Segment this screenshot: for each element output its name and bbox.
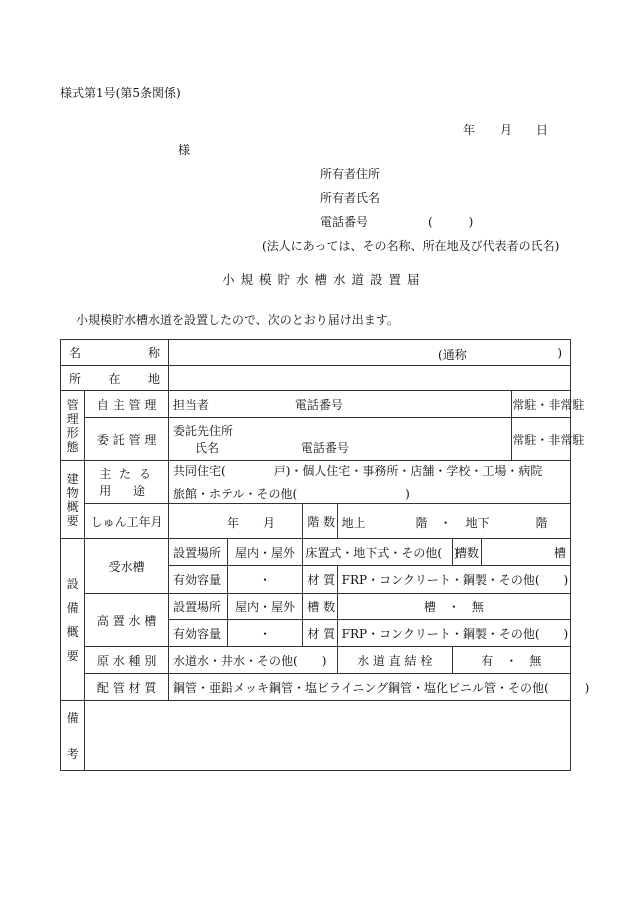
main-use-label: 主 た る 用 途 xyxy=(85,461,169,504)
row-water-source xyxy=(61,647,571,674)
elevated-material-label: 材 質 xyxy=(303,620,337,647)
completion-label: しゅん工年月 xyxy=(85,504,169,539)
completion-date[interactable] xyxy=(169,504,303,539)
location-label-cell xyxy=(61,366,169,391)
phone-paren: ( ) xyxy=(428,215,474,229)
delegated-management-label: 委 託 管 理 xyxy=(85,418,169,461)
equipment-overview-label: 設 備 概 要 xyxy=(61,539,85,701)
intro-text: 小規模貯水槽水道を設置したので、次のとおり届け出ます。 xyxy=(76,313,399,327)
self-management-detail[interactable] xyxy=(169,391,512,418)
common-name-close: ) xyxy=(557,345,562,360)
delegate-phone-label: 電話番号 xyxy=(300,441,349,455)
delegated-management-detail[interactable] xyxy=(169,418,512,461)
location-value-cell[interactable] xyxy=(169,366,571,391)
delegate-address-label: 委託先住所 xyxy=(173,424,234,438)
floors-value[interactable] xyxy=(337,504,570,539)
water-source-label: 原 水 種 別 xyxy=(85,647,169,674)
person-in-charge-label: 担当者 xyxy=(173,397,210,412)
receiving-material-label: 材 質 xyxy=(303,566,337,594)
corporate-note: (法人にあっては、その名称、所在地及び代表者の氏名) xyxy=(262,239,560,253)
phone-label: 電話番号 xyxy=(320,215,369,229)
elevated-capacity-value[interactable]: ・ xyxy=(227,620,303,647)
receiving-tank-count-label: 槽数 xyxy=(452,539,481,566)
row-elevated-tank-place xyxy=(61,594,571,620)
row-receiving-tank-place xyxy=(61,539,571,566)
date-day: 日 xyxy=(536,123,549,137)
receiving-material-options[interactable]: FRP・コンクリート・鋼製・その他( ) xyxy=(337,566,570,594)
main-use-options[interactable] xyxy=(169,461,571,504)
row-name xyxy=(61,340,571,366)
receiving-capacity-label: 有効容量 xyxy=(169,566,228,594)
self-phone-label: 電話番号 xyxy=(294,397,343,412)
elevated-capacity-label: 有効容量 xyxy=(169,620,228,647)
receiving-install-place-label: 設置場所 xyxy=(169,539,228,566)
remarks-value[interactable] xyxy=(85,701,571,771)
main-use-line-1: 共同住宅( 戸)・個人住宅・事務所・店舗・学校・工場・病院 xyxy=(173,464,543,478)
management-type-label: 管 理 形 態 xyxy=(61,391,85,461)
name-value-cell[interactable] xyxy=(169,340,571,366)
receiving-tank-count-value[interactable]: 槽 xyxy=(482,539,571,566)
elevated-tank-label: 高 置 水 槽 xyxy=(85,594,169,647)
name-label-cell xyxy=(61,340,169,366)
self-management-label: 自 主 管 理 xyxy=(85,391,169,418)
completion-year: 年 xyxy=(227,516,240,530)
direct-connection-label: 水 道 直 結 栓 xyxy=(337,647,452,674)
elevated-indoor-outdoor[interactable]: 屋内・屋外 xyxy=(227,594,303,620)
delegated-resident-option[interactable]: 常駐・非常駐 xyxy=(512,418,571,461)
elevated-material-options[interactable]: FRP・コンクリート・鋼製・その他( ) xyxy=(337,620,570,647)
receiving-tank-label: 受水槽 xyxy=(85,539,169,594)
main-use-line-2: 旅館・ホテル・その他( ) xyxy=(173,487,410,501)
elevated-install-place-label: 設置場所 xyxy=(169,594,228,620)
below-ground-label: 地下 xyxy=(465,516,490,530)
completion-month: 月 xyxy=(263,516,276,530)
delegate-name-label: 氏名 xyxy=(195,441,220,455)
addressee-suffix: 様 xyxy=(178,143,191,157)
form-label: 様式第1号(第5条関係) xyxy=(60,86,181,100)
receiving-indoor-outdoor[interactable]: 屋内・屋外 xyxy=(227,539,303,566)
floor-separator: ・ xyxy=(439,516,452,530)
pipe-material-label: 配 管 材 質 xyxy=(85,674,169,701)
location-label-1: 所 xyxy=(69,371,82,386)
date-year: 年 xyxy=(463,123,476,137)
floors-label: 階 数 xyxy=(303,504,337,539)
receiving-floor-type[interactable]: 床置式・地下式・その他( ) xyxy=(303,539,452,566)
above-floor-unit: 階 xyxy=(415,516,428,530)
name-label-1: 名 xyxy=(69,346,82,360)
page-title: 小規模貯水槽水道設置届 xyxy=(222,272,426,287)
row-location xyxy=(61,366,571,391)
elevated-tank-presence[interactable]: 槽 ・ 無 xyxy=(337,594,570,620)
name-label-2: 称 xyxy=(148,346,161,360)
common-name-label: (通称 xyxy=(438,347,467,362)
direct-connection-value[interactable]: 有 ・ 無 xyxy=(452,647,570,674)
building-overview-label: 建 物 概 要 xyxy=(61,461,85,539)
water-source-options[interactable]: 水道水・井水・その他( ) xyxy=(169,647,338,674)
location-label-3: 地 xyxy=(148,371,161,386)
remarks-label: 備 考 xyxy=(61,701,85,771)
row-remarks xyxy=(61,701,571,771)
row-self-management xyxy=(61,391,571,418)
row-pipe-material xyxy=(61,674,571,701)
elevated-tank-count-label: 槽 数 xyxy=(303,594,337,620)
location-label-2: 在 xyxy=(108,371,121,386)
notification-form-table xyxy=(60,339,590,771)
owner-address-label: 所有者住所 xyxy=(320,167,381,181)
date-month: 月 xyxy=(500,123,513,137)
receiving-capacity-value[interactable]: ・ xyxy=(227,566,303,594)
above-ground-label: 地上 xyxy=(341,516,366,530)
below-floor-unit: 階 xyxy=(535,516,548,530)
row-completion xyxy=(61,504,571,539)
pipe-material-options[interactable]: 鋼管・亜鉛メッキ鋼管・塩ビライニング鋼管・塩化ビニル管・その他( ) xyxy=(169,674,571,701)
self-resident-option[interactable]: 常駐・非常駐 xyxy=(512,391,571,418)
row-main-use xyxy=(61,461,571,504)
row-delegated-management xyxy=(61,418,571,461)
owner-name-label: 所有者氏名 xyxy=(320,191,381,205)
